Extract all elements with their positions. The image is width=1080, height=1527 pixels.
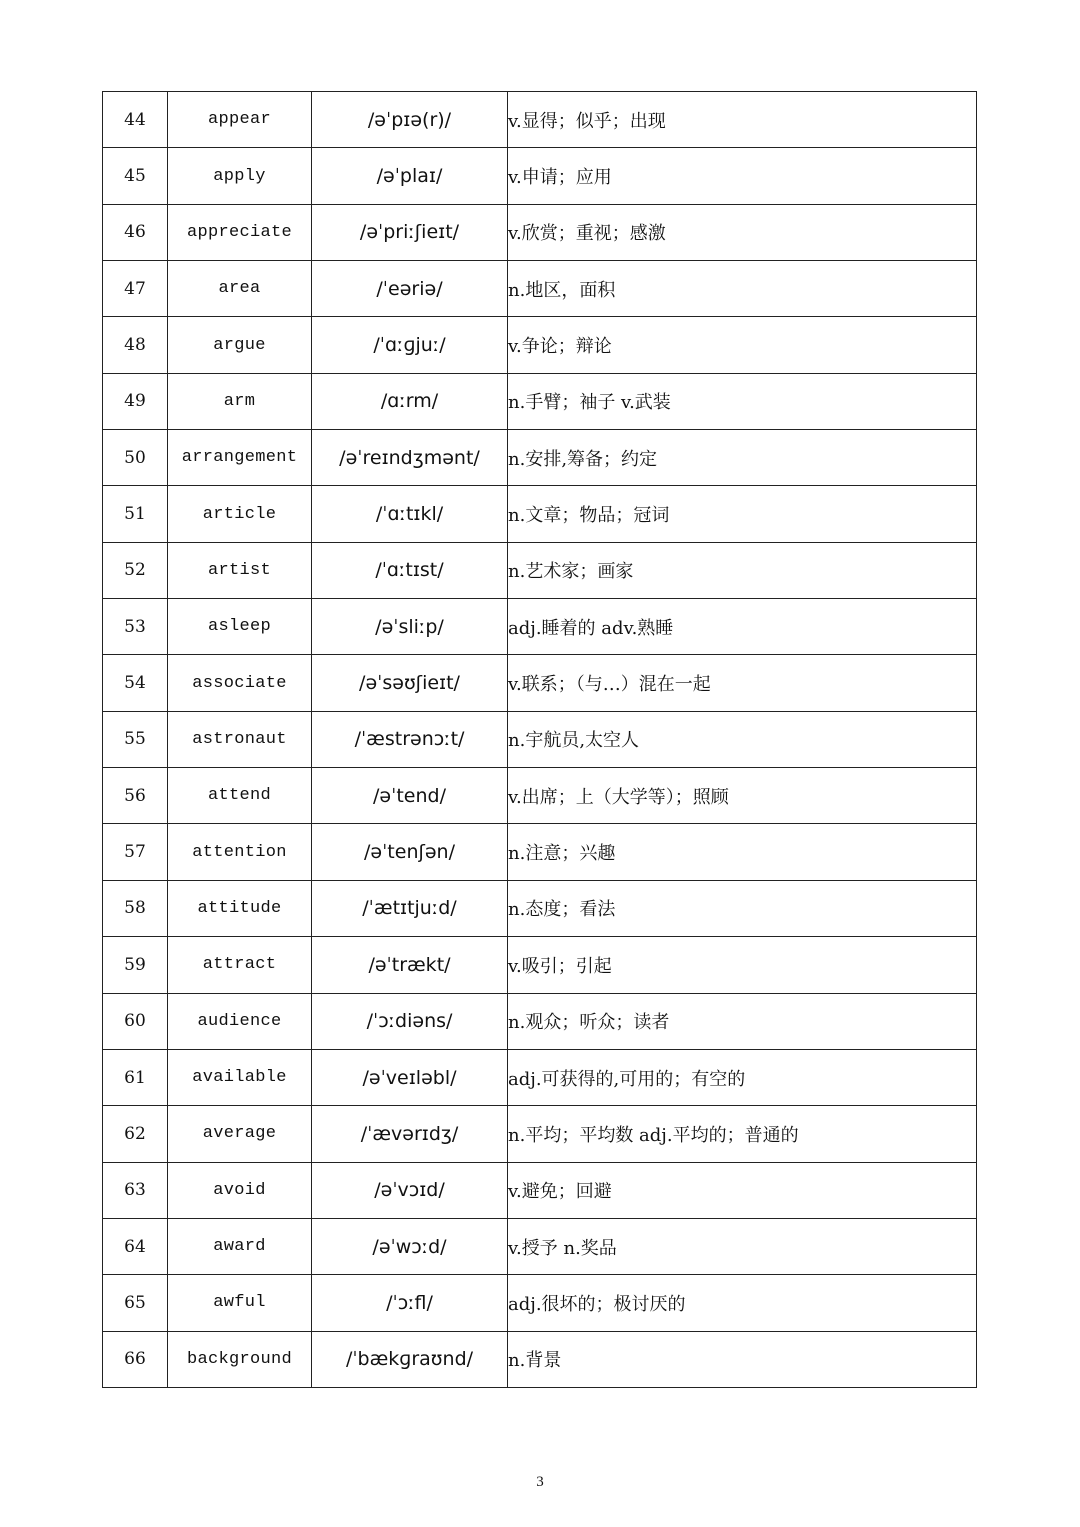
page-number: 3 (536, 1474, 544, 1490)
entry-phonetic: /əˈtrækt/ (312, 937, 508, 993)
entry-definition: n.安排,筹备；约定 (508, 430, 977, 486)
entry-definition: n.手臂；袖子 v.武装 (508, 373, 977, 429)
entry-phonetic: /ˈɑːtɪst/ (312, 542, 508, 598)
table-row (103, 317, 977, 373)
table-row (103, 373, 977, 429)
entry-word: asleep (168, 599, 312, 655)
entry-definition: n.文章；物品；冠词 (508, 486, 977, 542)
entry-phonetic: /ˈɔːdiəns/ (312, 993, 508, 1049)
entry-number: 45 (103, 148, 168, 204)
entry-word: area (168, 261, 312, 317)
entry-word: astronaut (168, 711, 312, 767)
entry-phonetic: /əˈpɪə(r)/ (312, 92, 508, 148)
vocabulary-table-body (103, 92, 977, 1388)
entry-phonetic: /əˈplaɪ/ (312, 148, 508, 204)
entry-number: 47 (103, 261, 168, 317)
entry-definition: n.背景 (508, 1331, 977, 1387)
entry-number: 56 (103, 768, 168, 824)
entry-number: 46 (103, 204, 168, 260)
entry-word: award (168, 1218, 312, 1274)
entry-definition: n.注意；兴趣 (508, 824, 977, 880)
table-row (103, 1162, 977, 1218)
entry-number: 66 (103, 1331, 168, 1387)
entry-number: 54 (103, 655, 168, 711)
table-row (103, 599, 977, 655)
entry-definition: n.平均；平均数 adj.平均的；普通的 (508, 1106, 977, 1162)
entry-definition: v.出席；上（大学等）；照顾 (508, 768, 977, 824)
entry-definition: v.申请；应用 (508, 148, 977, 204)
entry-word: arrangement (168, 430, 312, 486)
entry-word: audience (168, 993, 312, 1049)
entry-number: 52 (103, 542, 168, 598)
entry-word: attract (168, 937, 312, 993)
entry-definition: n.艺术家；画家 (508, 542, 977, 598)
entry-definition: v.授予 n.奖品 (508, 1218, 977, 1274)
table-row (103, 1218, 977, 1274)
entry-number: 53 (103, 599, 168, 655)
entry-word: apply (168, 148, 312, 204)
table-row (103, 655, 977, 711)
entry-number: 48 (103, 317, 168, 373)
entry-phonetic: /ˈɑːɡjuː/ (312, 317, 508, 373)
entry-word: awful (168, 1275, 312, 1331)
entry-phonetic: /əˈvɔɪd/ (312, 1162, 508, 1218)
table-row (103, 824, 977, 880)
entry-definition: n.宇航员,太空人 (508, 711, 977, 767)
entry-phonetic: /ˈbækɡraʊnd/ (312, 1331, 508, 1387)
entry-phonetic: /ˈeəriə/ (312, 261, 508, 317)
entry-phonetic: /əˈtenʃən/ (312, 824, 508, 880)
entry-number: 61 (103, 1049, 168, 1105)
table-row (103, 711, 977, 767)
entry-word: article (168, 486, 312, 542)
entry-word: avoid (168, 1162, 312, 1218)
entry-definition: adj.睡着的 adv.熟睡 (508, 599, 977, 655)
entry-definition: n.地区，面积 (508, 261, 977, 317)
table-row (103, 937, 977, 993)
entry-number: 50 (103, 430, 168, 486)
entry-definition: v.吸引；引起 (508, 937, 977, 993)
entry-definition: v.联系；（与…）混在一起 (508, 655, 977, 711)
table-row (103, 148, 977, 204)
entry-word: average (168, 1106, 312, 1162)
entry-phonetic: /ˈɔːfl/ (312, 1275, 508, 1331)
entry-phonetic: /ˈævərɪdʒ/ (312, 1106, 508, 1162)
entry-word: attend (168, 768, 312, 824)
entry-number: 44 (103, 92, 168, 148)
entry-word: artist (168, 542, 312, 598)
table-row (103, 204, 977, 260)
table-row (103, 1331, 977, 1387)
entry-number: 51 (103, 486, 168, 542)
entry-word: associate (168, 655, 312, 711)
entry-phonetic: /əˈreɪndʒmənt/ (312, 430, 508, 486)
table-row (103, 880, 977, 936)
table-row (103, 768, 977, 824)
entry-definition: adj.可获得的,可用的；有空的 (508, 1049, 977, 1105)
entry-word: background (168, 1331, 312, 1387)
table-row (103, 261, 977, 317)
entry-phonetic: /ˈɑːtɪkl/ (312, 486, 508, 542)
entry-phonetic: /əˈpriːʃieɪt/ (312, 204, 508, 260)
entry-number: 60 (103, 993, 168, 1049)
entry-number: 64 (103, 1218, 168, 1274)
table-row (103, 430, 977, 486)
table-row (103, 486, 977, 542)
entry-phonetic: /ɑːrm/ (312, 373, 508, 429)
entry-number: 59 (103, 937, 168, 993)
entry-definition: v.争论；辩论 (508, 317, 977, 373)
entry-number: 58 (103, 880, 168, 936)
table-row (103, 1275, 977, 1331)
entry-word: attention (168, 824, 312, 880)
entry-definition: v.欣赏；重视；感激 (508, 204, 977, 260)
entry-word: appear (168, 92, 312, 148)
entry-phonetic: /əˈsliːp/ (312, 599, 508, 655)
table-row (103, 1049, 977, 1105)
entry-word: argue (168, 317, 312, 373)
entry-definition: adj.很坏的；极讨厌的 (508, 1275, 977, 1331)
entry-word: appreciate (168, 204, 312, 260)
entry-definition: v.避免；回避 (508, 1162, 977, 1218)
entry-phonetic: /əˈsəʊʃieɪt/ (312, 655, 508, 711)
table-row (103, 1106, 977, 1162)
entry-word: available (168, 1049, 312, 1105)
entry-number: 65 (103, 1275, 168, 1331)
vocabulary-table (102, 91, 977, 1388)
entry-phonetic: /əˈveɪləbl/ (312, 1049, 508, 1105)
entry-definition: n.观众；听众；读者 (508, 993, 977, 1049)
entry-phonetic: /ˈæstrənɔːt/ (312, 711, 508, 767)
entry-phonetic: /ˈætɪtjuːd/ (312, 880, 508, 936)
entry-word: arm (168, 373, 312, 429)
entry-phonetic: /əˈwɔːd/ (312, 1218, 508, 1274)
entry-definition: n.态度；看法 (508, 880, 977, 936)
entry-number: 63 (103, 1162, 168, 1218)
entry-number: 57 (103, 824, 168, 880)
entry-number: 55 (103, 711, 168, 767)
entry-phonetic: /əˈtend/ (312, 768, 508, 824)
table-row (103, 542, 977, 598)
entry-number: 62 (103, 1106, 168, 1162)
table-row (103, 993, 977, 1049)
table-row (103, 92, 977, 148)
entry-number: 49 (103, 373, 168, 429)
entry-word: attitude (168, 880, 312, 936)
entry-definition: v.显得；似乎；出现 (508, 92, 977, 148)
